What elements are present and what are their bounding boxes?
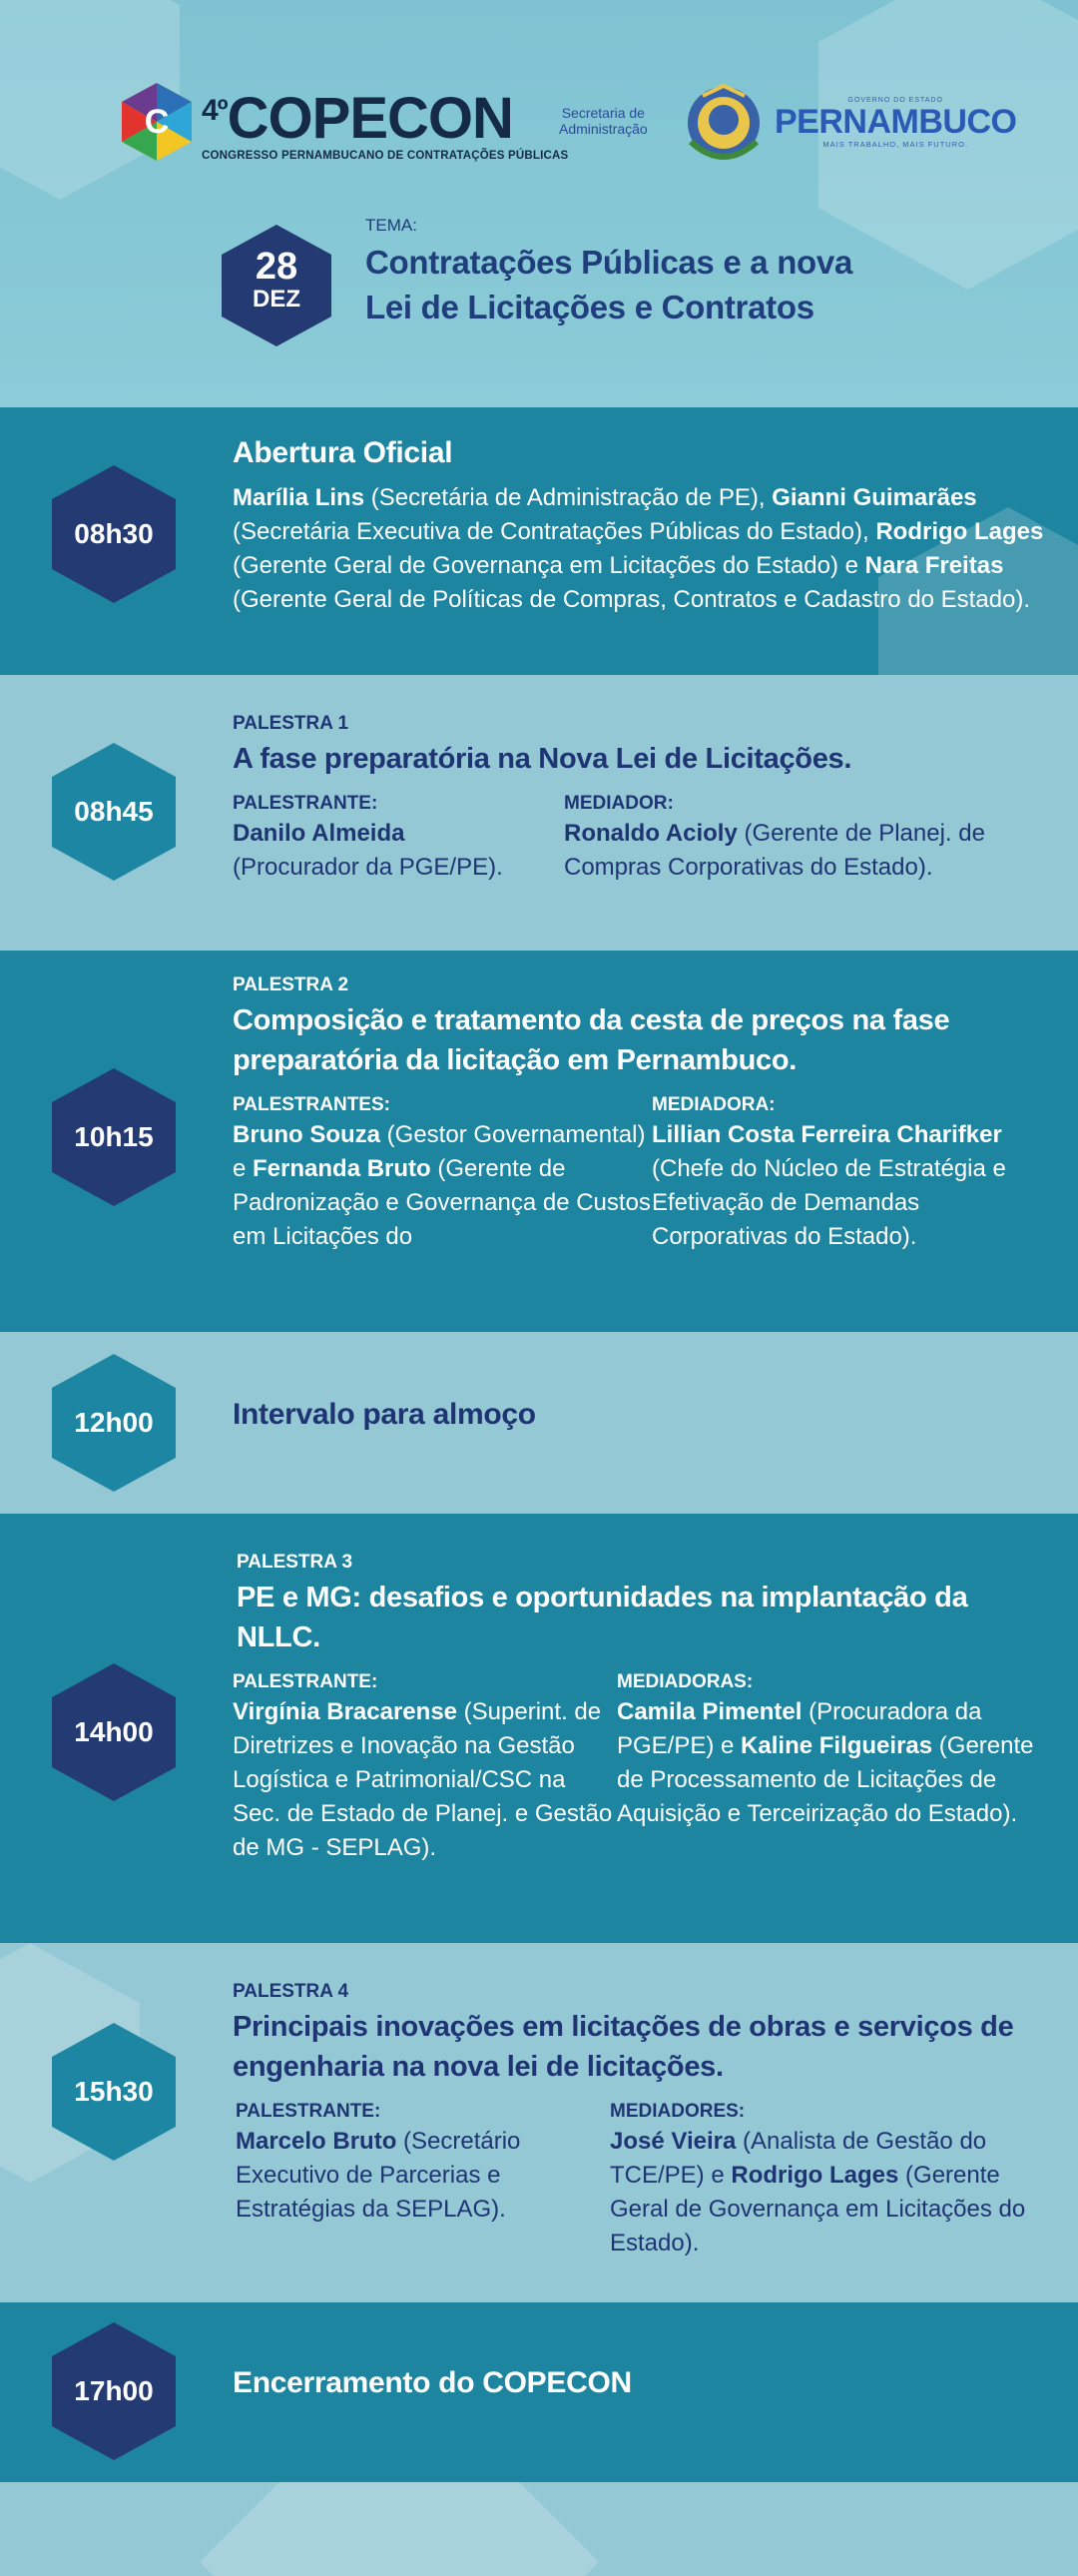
session-opening <box>0 407 1078 675</box>
time-hexagon <box>52 465 176 603</box>
session-content: PALESTRA 3 PE e MG: desafios e oportunidades na implantação da NLLC. PALESTRANTE: Virgínia Bracarense (Superint. de Diretrizes e Inovação na Gestão Logística e Patrimonial/CSC na Sec. de Estado de Planej. e Gestão de MG - SEPLAG). MEDIADORAS: Camila Pimentel (Procuradora da PGE/PE) e Kaline Filgueiras (Gerente de Processamento de Licitações de Aquisição e Terceirização do Estado). <box>233 1552 1058 1865</box>
session-content: PALESTRA 4 Principais inovações em licitações de obras e serviços de engenharia na nova lei de licitações. PALESTRANTE: Marcelo Bruto (Secretário Executivo de Parcerias e Estratégias da SEPLAG). MEDIADORES: José Vieira (Analista de Gestão do TCE/PE) e Rodrigo Lages (Gerente Geral de Governança em Licitações do Estado). <box>233 1981 1058 2260</box>
secretaria-logo: Secretaria de Administração <box>559 105 648 137</box>
mediator-role: MEDIADORAS: <box>617 1671 754 1692</box>
time-hexagon <box>52 1354 176 1492</box>
talk-label: PALESTRA 3 <box>237 1552 353 1573</box>
talk-title: A fase preparatória na Nova Lei de Licitações. <box>233 743 852 775</box>
time-label: 15h30 <box>74 2076 154 2107</box>
copecon-logo <box>122 82 568 162</box>
speaker-role: PALESTRANTE: <box>236 2101 381 2122</box>
pernambuco-logo: GOVERNO DO ESTADO PERNAMBUCO MAIS TRABALHO, MAIS FUTURO. <box>683 82 1016 164</box>
session-palestra-4 <box>0 1943 1078 2302</box>
tema-title: Contratações Públicas e a nova Lei de Licitações e Contratos <box>365 244 853 325</box>
copecon-title: $^{4º}$COPECON <box>202 86 513 151</box>
mediator-role: MEDIADORES: <box>610 2101 746 2122</box>
mediator-role: MEDIADOR: <box>564 793 674 814</box>
session-lunch <box>0 1332 1078 1514</box>
session-content <box>233 2366 1058 2400</box>
copecon-subtitle: CONGRESSO PERNAMBUCANO DE CONTRATAÇÕES PÚBLICAS <box>202 150 569 162</box>
background-hexagon <box>200 2482 599 2576</box>
time-label: 08h30 <box>74 518 154 549</box>
mediator-role: MEDIADORA: <box>652 1094 776 1115</box>
session-title: Encerramento do COPECON <box>233 2366 632 2399</box>
time-label: 17h00 <box>74 2375 154 2406</box>
header <box>0 0 1078 407</box>
session-palestra-3 <box>0 1514 1078 1943</box>
talk-label: PALESTRA 2 <box>233 974 349 995</box>
pernambuco-wordmark: PERNAMBUCO <box>775 103 1017 141</box>
footer-band <box>0 2482 1078 2576</box>
session-content <box>233 1398 1058 1432</box>
session-closing <box>0 2302 1078 2482</box>
talk-title: PE e MG: desafios e oportunidades na implantação da NLLC. <box>237 1582 968 1653</box>
event-date: 28 DEZ <box>253 246 300 313</box>
session-palestra-2 <box>0 951 1078 1332</box>
session-title: Abertura Oficial <box>233 436 453 469</box>
speaker-role: PALESTRANTES: <box>233 1094 390 1115</box>
session-speakers: Marília Lins (Secretária de Administração de PE), Gianni Guimarães (Secretária Executiva de Contratações Públicas do Estado), Rodrigo Lages (Gerente Geral de Governança em Licitações do Estado) e Nara Freitas (Gerente Geral de Políticas de Compras, Contratos e Cadastro do Estado). <box>233 484 1044 613</box>
talk-title: Principais inovações em licitações de obras e serviços de engenharia na nova lei de licitações. <box>233 2011 1014 2083</box>
time-label: 14h00 <box>74 1716 154 1747</box>
time-hexagon <box>52 2322 176 2460</box>
svg-text:C: C <box>144 103 170 141</box>
time-hexagon <box>52 743 176 881</box>
session-content: PALESTRA 1 A fase preparatória na Nova Lei de Licitações. PALESTRANTE: Danilo Almeida (Procurador da PGE/PE). MEDIADOR: Ronaldo Acioly (Gerente de Planej. de Compras Corporativas do Estado). <box>233 713 1058 885</box>
time-hexagon <box>52 2023 176 2161</box>
time-hexagon <box>52 1068 176 1206</box>
session-palestra-1 <box>0 675 1078 951</box>
session-title: Intervalo para almoço <box>233 1398 536 1431</box>
time-hexagon <box>52 1663 176 1801</box>
talk-title: Composição e tratamento da cesta de preços na fase preparatória da licitação em Pernambuco. <box>233 1004 950 1076</box>
tema-label: TEMA: <box>365 216 417 235</box>
speaker-role: PALESTRANTE: <box>233 793 378 814</box>
talk-label: PALESTRA 4 <box>233 1981 349 2002</box>
talk-label: PALESTRA 1 <box>233 713 349 734</box>
time-label: 08h45 <box>74 796 154 827</box>
time-label: 10h15 <box>74 1121 154 1152</box>
session-content <box>233 431 1058 617</box>
time-label: 12h00 <box>74 1407 154 1438</box>
speaker-role: PALESTRANTE: <box>233 1671 378 1692</box>
coat-of-arms-icon <box>683 82 765 164</box>
copecon-badge-icon <box>122 83 192 161</box>
session-content: PALESTRA 2 Composição e tratamento da cesta de preços na fase preparatória da licitação em Pernambuco. PALESTRANTES: Bruno Souza (Gestor Governamental) e Fernanda Bruto (Gerente de Padronização e Governança de Custos em Licitações do MEDIADORA: Lillian Costa Ferreira Charifker (Chefe do Núcleo de Estratégia e Efetivação de Demandas Corporativas do Estado). <box>233 974 1058 1254</box>
